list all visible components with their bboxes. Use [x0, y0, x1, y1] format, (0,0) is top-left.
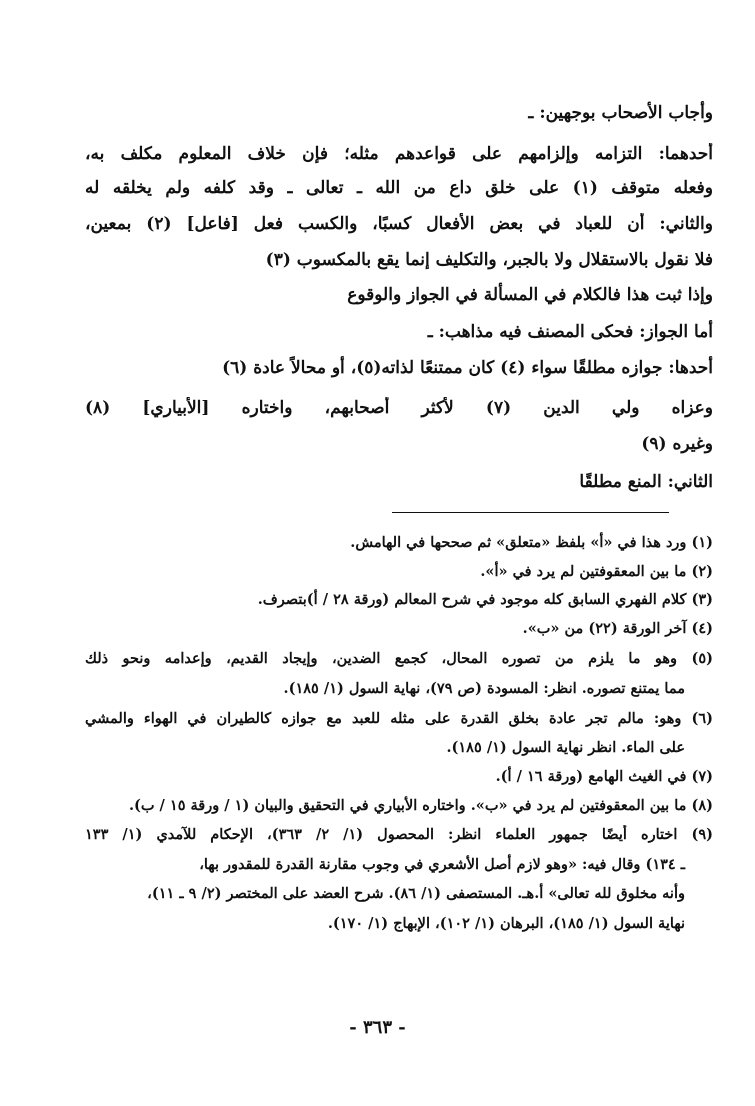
- main-line: وإذا ثبت هذا فالكلام في المسألة في الجواز والوقوع: [347, 285, 713, 305]
- main-line: وفعله متوقف (١) على خلق داع من الله ـ تعالى ـ وقد كلفه ولم يخلقه له: [85, 178, 713, 198]
- footnote-continuation: ـ ١٣٤) وقال فيه: «وهو لازم أصل الأشعري في وجوب مقارنة القدرة للمقدور بها،: [199, 856, 685, 873]
- footnote: (٣) كلام الفهري السابق كله موجود في شرح المعالم (ورقة ٢٨ / أ)بتصرف.: [257, 591, 713, 608]
- page-number: - ٣٦٣ -: [349, 1017, 406, 1038]
- footnote: (٨) ما بين المعقوفتين لم يرد في «ب». واختاره الأبياري في التحقيق والبيان (١ / ورقة ١٥ / ب).: [128, 797, 713, 814]
- footnote-continuation: مما يمتنع تصوره. انظر: المسودة (ص ٧٩)، نهاية السول (١/ ١٨٥).: [283, 680, 685, 697]
- main-line: فلا نقول بالاستقلال ولا بالجبر، والتكليف إنما يقع بالمكسوب (٣): [265, 250, 713, 270]
- footnote: (٦) وهو: مالم تجر عادة بخلق القدرة على مثله للعبد مع جوازه كالطيران في الهواء والمشي: [85, 710, 713, 727]
- main-line: أحدهما: التزامه وإلزامهم على قواعدهم مثله؛ فإن خلاف المعلوم مكلف به،: [85, 144, 713, 164]
- footnote: (١) ورد هذا في «أ» بلفظ «متعلق» ثم صححها في الهامش.: [350, 534, 713, 551]
- main-line: الثاني: المنع مطلقًا: [579, 472, 713, 492]
- footnote: (٧) في الغيث الهامع (ورقة ١٦ / أ).: [495, 768, 713, 785]
- main-line: وعزاه ولي الدين (٧) لأكثر أصحابهم، واختاره [الأبياري] (٨): [85, 398, 713, 418]
- main-line: والثاني: أن للعباد في بعض الأفعال كسبًا، والكسب فعل [فاعل] (٢) بمعين،: [85, 214, 713, 234]
- footnote: (٥) وهو ما يلزم من تصوره المحال، كجمع الضدين، وإيجاد القديم، وإعدامه ونحو ذلك: [85, 650, 713, 667]
- main-line: وغيره (٩): [641, 434, 713, 454]
- footnote-continuation: وأنه مخلوق لله تعالى» أ.هـ. المستصفى (١/ ٨٦). شرح العضد على المختصر (٢/ ٩ ـ ١١)،: [147, 885, 685, 902]
- main-line: أحدها: جوازه مطلقًا سواء (٤) كان ممتنعًا لذاته(٥)، أو محالاً عادة (٦): [222, 358, 713, 378]
- footnote: (٢) ما بين المعقوفتين لم يرد في «أ».: [480, 563, 713, 580]
- footnote: (٩) اختاره أيضًا جمهور العلماء انظر: المحصول (١/ ٢/ ٣٦٣)، الإحكام للآمدي (١/ ١٣٣: [85, 826, 713, 843]
- footnote-continuation: على الماء. انظر نهاية السول (١/ ١٨٥).: [446, 739, 685, 756]
- main-line: وأجاب الأصحاب بوجهين: ـ: [528, 103, 713, 123]
- footnote-continuation: نهاية السول (١/ ١٨٥)، البرهان (١/ ١٠٢)، الإبهاج (١/ ١٧٠).: [327, 915, 685, 932]
- main-line: أما الجواز: فحكى المصنف فيه مذاهب: ـ: [427, 322, 713, 342]
- footnote: (٤) آخر الورقة (٢٢) من «ب».: [522, 620, 713, 637]
